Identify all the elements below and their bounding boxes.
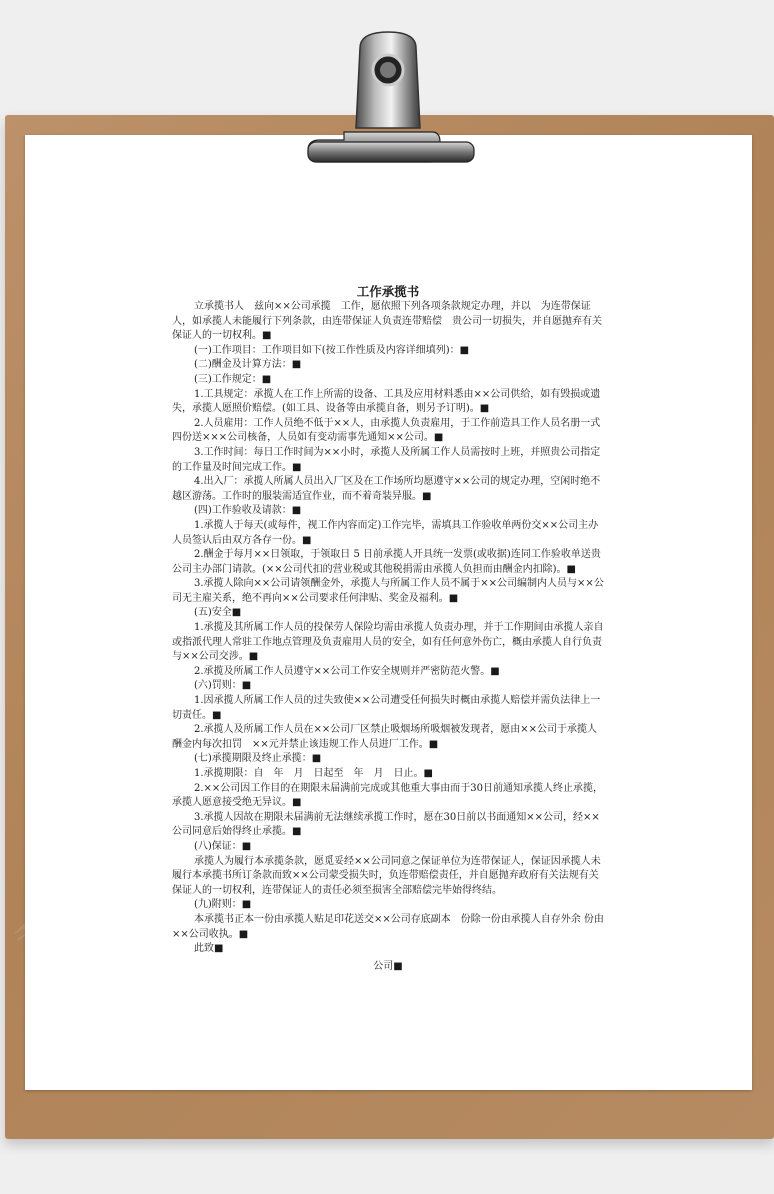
paragraph: 2.承揽人及所属工作人员在××公司厂区禁止吸烟场所吸烟被发现者，愿由××公司于承揽人酬金内每次扣罚 ××元并禁止该违规工作人员进厂工作。■	[172, 724, 598, 750]
paragraph: 1.工具规定：承揽人在工作上所需的设备、工具及应用材料悉由××公司供给，如有毁损或遗失，承揽人愿照价赔偿。(如工具、设备等由承揽自备，则另予订明)。■	[172, 388, 601, 415]
section-heading: (六)罚则：■	[194, 680, 252, 692]
paragraph: 立承揽书人 兹向××公司承揽 工作，愿依照下列各项条款规定办理，并以 为连带保证人，如承揽人未能履行下列条款，由连带保证人负责连带赔偿 贵公司一切损失，并自愿抛弃有关保证人的一切权利。■	[172, 301, 602, 342]
paragraph: 2.酬金于每月××日领取，于领取日 5 日前承揽人开具统一发票(或收据)连同工作验收单送贵公司主办部门请款。(××公司代扣的营业税或其他税捐需由承揽人负担而由酬金内扣除)。■	[172, 549, 601, 575]
binder-clip-icon	[300, 28, 480, 178]
section-heading: (七)承揽期限及终止承揽：■	[194, 753, 322, 765]
section-heading: (八)保证：■	[194, 840, 252, 852]
paragraph: 3.承揽人除向××公司请领酬金外，承揽人与所属工作人员不属于××公司编制内人员与××公司无主雇关系，绝不再向××公司要求任何津贴、奖金及福利。■	[172, 578, 604, 604]
paragraph: 4.出入厂：承揽人所属人员出入厂区及在工作场所均愿遵守××公司的规定办理，空闲时绝不越区游荡。工作时的服装需适宜作业，而不着奇装异服。■	[172, 476, 601, 502]
paragraph: 1.承揽及其所属工作人员的投保劳人保险均需由承揽人负责办理，并于工作期间由承揽人亲自或指派代理人常驻工作地点管理及负责雇用人员的安全，如有任何意外伤亡，概由承揽人自行负责与××公司交涉。■	[172, 622, 604, 663]
section-heading: (九)附则：■	[194, 899, 252, 911]
paragraph: 2.承揽及所属工作人员遵守××公司工作安全规则并严密防范火警。■	[194, 665, 500, 677]
paragraph: 承揽人为履行本承揽条款，愿觅妥经××公司同意之保证单位为连带保证人，保证因承揽人未履行本承揽书所订条款而致××公司蒙受损失时，负连带赔偿责任，并自愿抛弃政府有关法规有关保证人的一切权利，连带保证人的责任必须至损害全部赔偿完毕始得终结。	[172, 855, 601, 896]
document-body	[172, 283, 604, 974]
section-heading: (五)安全■	[194, 607, 242, 619]
paragraph: 3.工作时间：每日工作时间为××小时，承揽人及所属工作人员需按时上班，并照贵公司指定的工作量及时间完成工作。■	[172, 446, 601, 473]
paragraph: 1.承揽人于每天(或每件，视工作内容而定)工作完毕，需填具工作验收单两份交××公司主办人员签认后由双方各存一份。■	[172, 519, 599, 546]
section-heading: (二)酬金及计算方法：■	[194, 359, 302, 371]
section-heading: (一)工作项目：工作项目如下(按工作性质及内容详细填列)：■	[194, 344, 470, 356]
section-heading: (三)工作规定：■	[194, 373, 272, 385]
paragraph: 2.××公司因工作目的在期限未届满前完成或其他重大事由而于30日前通知承揽人终止承揽，承揽人愿意接受绝无异议。■	[172, 782, 604, 809]
paragraph: 3.承揽人因故在期限未届满前无法继续承揽工作时，愿在30日前以书面通知××公司，经××公司同意后始得终止承揽。■	[172, 811, 600, 838]
paragraph: 2.人员雇用：工作人员绝不低于××人，由承揽人负责雇用，于工作前造具工作人员名册一式四份送×××公司核备，人员如有变动需事先通知××公司。■	[172, 417, 601, 444]
signature-line: 公司■	[373, 960, 403, 972]
paragraph: 此致■	[194, 943, 224, 955]
paragraph: 1.因承揽人所属工作人员的过失致使××公司遭受任何损失时概由承揽人赔偿并需负法律上一切责任。■	[172, 695, 601, 721]
section-heading: (四)工作验收及请款：■	[194, 505, 302, 517]
paragraph: 1.承揽期限：自 年 月 日起至 年 月 日止。■	[194, 768, 433, 779]
document-title: 工作承揽书	[356, 284, 420, 299]
paragraph: 本承揽书正本一份由承揽人贴足印花送交××公司存底副本 份除一份由承揽人自存外余 份由××公司收执。■	[172, 913, 604, 940]
